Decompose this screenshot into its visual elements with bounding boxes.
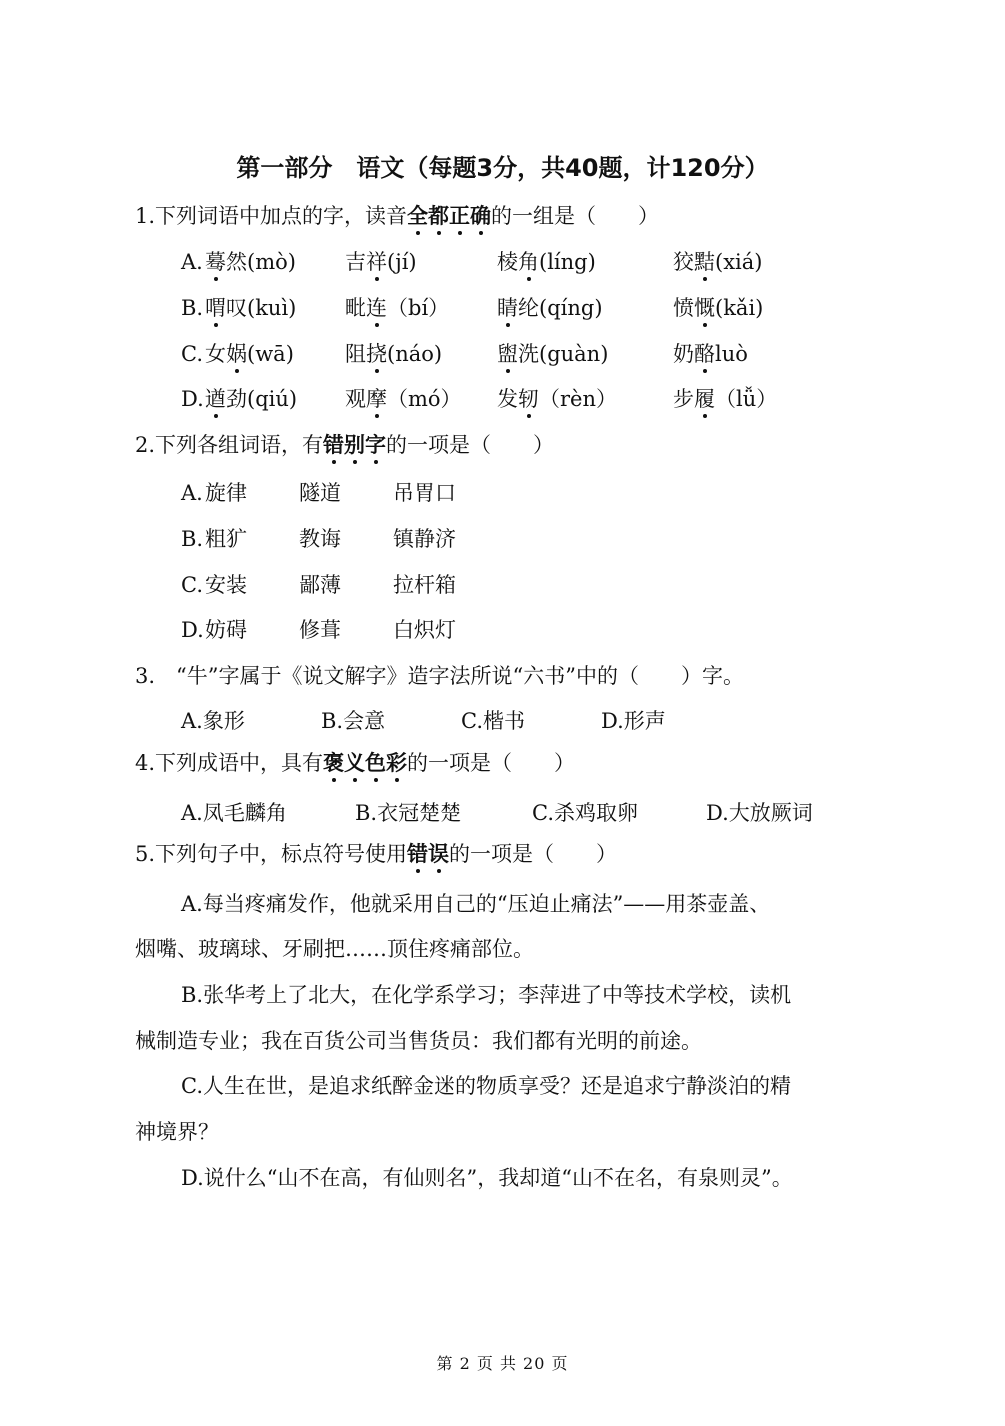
option-item: C.杀鸡取卵: [532, 801, 638, 825]
question-1-stem: [135, 202, 659, 230]
dotted-char: 睛: [497, 296, 518, 320]
emphasis-dot-char: 错: [407, 842, 429, 866]
option-item: D.大放厥词: [706, 801, 813, 825]
pinyin-word: 奶酪luò: [673, 342, 748, 366]
dotted-char: 履: [694, 387, 715, 411]
pinyin-word: 愤慨(kǎi): [673, 296, 764, 320]
emphasis-dot-char: 误: [428, 842, 450, 866]
emphasis-dot-char: 色: [365, 751, 387, 775]
pinyin-word: 蓦然(mò): [205, 250, 296, 274]
emphasis-dot-char: 都: [428, 204, 450, 228]
option-letter: C.: [181, 342, 203, 366]
pinyin-word: 盥洗(guàn): [497, 342, 609, 366]
pinyin-word: 女娲(wā): [205, 342, 294, 366]
pinyin-word: 喟叹(kuì): [205, 296, 297, 320]
emphasis-dot-char: 全: [407, 204, 429, 228]
pinyin-word: 狡黠(xiá): [673, 250, 763, 274]
option-text-line: D.说什么“山不在高，有仙则名”，我却道“山不在名，有泉则灵”。: [181, 1166, 793, 1190]
emphasis-dot-char: 确: [470, 204, 492, 228]
q5-stem-start: 5.下列句子中，标点符号使用: [135, 842, 408, 866]
word-option: 妨碍: [205, 618, 247, 642]
option-item: B.衣冠楚楚: [355, 801, 462, 825]
dotted-char: 酪: [694, 342, 715, 366]
option-text-line: 械制造专业；我在百货公司当售货员：我们都有光明的前途。: [135, 1029, 702, 1053]
question-4-stem: [135, 749, 575, 777]
q4-emphasis: [323, 751, 407, 775]
pinyin-word: 发轫（rèn）: [497, 387, 617, 411]
q4-stem-end: 的一项是（ ）: [407, 751, 576, 775]
emphasis-dot-char: 义: [344, 751, 366, 775]
option-text-line: 神境界？: [135, 1120, 219, 1144]
question-5-stem: [135, 840, 617, 868]
pinyin-word: 步履（lǚ）: [673, 387, 778, 411]
q1-emphasis: [407, 204, 491, 228]
option-letter: C.: [181, 573, 203, 597]
option-item: A.象形: [181, 709, 245, 733]
pinyin-word: 遒劲(qiú): [205, 387, 298, 411]
option-item: C.楷书: [461, 709, 525, 733]
option-letter: B.: [181, 527, 204, 551]
dotted-char: 轫: [518, 387, 539, 411]
word-option: 拉杆箱: [393, 573, 456, 597]
pinyin-word: 睛纶(qíng): [497, 296, 603, 320]
dotted-char: 挠: [366, 342, 387, 366]
question-3-stem: 3. “牛”字属于《说文解字》造字法所说“六书”中的（ ）字。: [135, 664, 744, 688]
pinyin-word: 观摩（mó）: [345, 387, 462, 411]
dotted-char: 喟: [205, 296, 226, 320]
q5-stem-end: 的一项是（ ）: [449, 842, 618, 866]
q2-stem-end: 的一项是（ ）: [386, 433, 555, 457]
dotted-char: 盥: [497, 342, 518, 366]
q2-emphasis: [323, 433, 386, 457]
emphasis-dot-char: 字: [365, 433, 387, 457]
pinyin-word: 吉祥(jí): [345, 250, 417, 274]
option-text-line: 烟嘴、玻璃球、牙刷把……顶住疼痛部位。: [135, 937, 534, 961]
q4-stem-start: 4.下列成语中，具有: [135, 751, 324, 775]
question-2-stem: [135, 431, 554, 459]
section-title: 第一部分 语文（每题3分，共40题，计120分）: [236, 154, 769, 182]
option-text-line: B.张华考上了北大，在化学系学习；李萍进了中等技术学校，读机: [181, 983, 792, 1007]
dotted-char: 摩: [366, 387, 387, 411]
dotted-char: 娲: [226, 342, 247, 366]
word-option: 粗犷: [205, 527, 247, 551]
word-option: 鄙薄: [299, 573, 341, 597]
q1-stem-end: 的一组是（ ）: [491, 204, 660, 228]
option-item: A.凤毛麟角: [181, 801, 287, 825]
q1-stem-start: 1.下列词语中加点的字，读音: [135, 204, 408, 228]
option-letter: A.: [181, 250, 203, 274]
pinyin-word: 阻挠(náo): [345, 342, 443, 366]
option-letter: D.: [181, 387, 204, 411]
emphasis-dot-char: 错: [323, 433, 345, 457]
q2-stem-start: 2.下列各组词语，有: [135, 433, 324, 457]
word-option: 镇静济: [393, 527, 456, 551]
dotted-char: 慨: [694, 296, 715, 320]
q5-emphasis: [407, 842, 449, 866]
option-item: D.形声: [601, 709, 666, 733]
option-text-line: A.每当疼痛发作，他就采用自己的“压迫止痛法”——用茶壶盖、: [181, 892, 771, 916]
dotted-char: 连: [366, 296, 387, 320]
dotted-char: 遒: [205, 387, 226, 411]
word-option: 教诲: [299, 527, 341, 551]
dotted-char: 黠: [694, 250, 715, 274]
option-letter: A.: [181, 481, 203, 505]
option-text-line: C.人生在世，是追求纸醉金迷的物质享受？还是追求宁静淡泊的精: [181, 1074, 791, 1098]
emphasis-dot-char: 别: [344, 433, 366, 457]
emphasis-dot-char: 正: [449, 204, 471, 228]
dotted-char: 祥: [366, 250, 387, 274]
emphasis-dot-char: 彩: [386, 751, 408, 775]
word-option: 安装: [205, 573, 247, 597]
word-option: 修葺: [299, 618, 341, 642]
option-letter: B.: [181, 296, 204, 320]
option-item: B.会意: [321, 709, 386, 733]
dotted-char: 角: [518, 250, 539, 274]
emphasis-dot-char: 褒: [323, 751, 345, 775]
pinyin-word: 毗连（bí）: [345, 296, 450, 320]
word-option: 旋律: [205, 481, 247, 505]
word-option: 隧道: [299, 481, 341, 505]
pinyin-word: 棱角(líng): [497, 250, 596, 274]
page-footer: 第 2 页 共 20 页: [436, 1354, 569, 1373]
dotted-char: 蓦: [205, 250, 226, 274]
option-letter: D.: [181, 618, 204, 642]
word-option: 白炽灯: [393, 618, 456, 642]
word-option: 吊胃口: [393, 481, 456, 505]
